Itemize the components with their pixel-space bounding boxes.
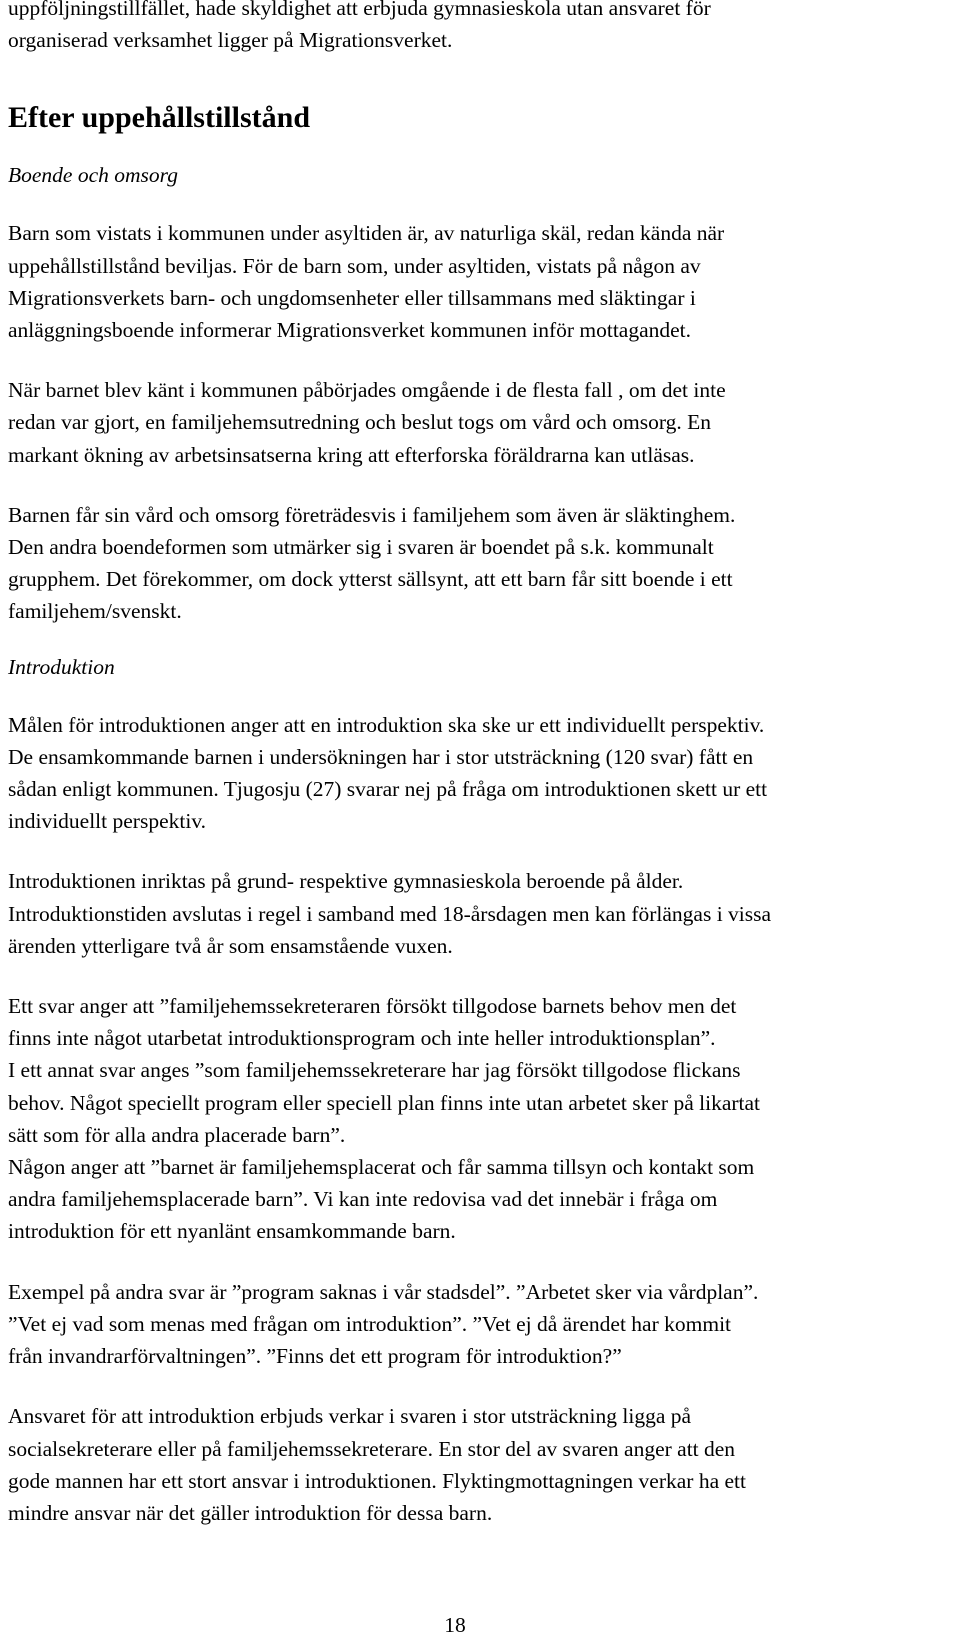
paragraph-1: [8, 217, 953, 346]
paragraph-4: [8, 709, 953, 838]
paragraph-7: [8, 1276, 953, 1373]
text-line: uppföljningstillfället, hade skyldighet att erbjuda gymnasieskola utan ansvaret för: [8, 0, 711, 20]
page-number: 18: [444, 1613, 466, 1637]
document-page: [8, 0, 953, 1529]
paragraph-8: [8, 1400, 953, 1529]
text-line: andra familjehemsplacerade barn”. Vi kan inte redovisa vad det innebär i fråga om: [8, 1187, 718, 1212]
text-line: Introduktionstiden avslutas i regel i samband med 18-årsdagen men kan förlängas i vissa: [8, 901, 772, 926]
text-line: markant ökning av arbetsinsatserna kring att efterforska föräldrarna kan utläsas.: [8, 442, 695, 467]
text-line: Målen för introduktionen anger att en introduktion ska ske ur ett individuellt perspektiv.: [8, 712, 765, 737]
text-line: Exempel på andra svar är ”program saknas i vår stadsdel”. ”Arbetet sker via vårdplan”.: [8, 1279, 759, 1304]
text-line: ärenden ytterligare två år som ensamstående vuxen.: [8, 933, 453, 958]
text-line: Ansvaret för att introduktion erbjuds verkar i svaren i stor utsträckning ligga på: [8, 1404, 692, 1429]
text-line: Den andra boendeformen som utmärker sig i svaren är boendet på s.k. kommunalt: [8, 535, 714, 560]
text-line: från invandrarförvaltningen”. ”Finns det ett program för introduktion?”: [8, 1344, 622, 1369]
text-line: behov. Något speciellt program eller speciell plan finns inte utan arbetet sker på likartat: [8, 1090, 761, 1115]
text-line: organiserad verksamhet ligger på Migrationsverket.: [8, 28, 453, 53]
intro-paragraph: [8, 0, 953, 56]
text-line: sätt som för alla andra placerade barn”.: [8, 1122, 346, 1147]
text-line: Någon anger att ”barnet är familjehemsplacerat och får samma tillsyn och kontakt som: [8, 1155, 755, 1180]
text-line: De ensamkommande barnen i undersökningen har i stor utsträckning (120 svar) fått en: [8, 744, 754, 769]
subheading-boende: Boende och omsorg: [8, 163, 178, 188]
text-line: Barn som vistats i kommunen under asyltiden är, av naturliga skäl, redan kända när: [8, 221, 725, 246]
section-heading: Efter uppehållstillstånd: [8, 101, 311, 135]
text-line: mindre ansvar när det gäller introduktion för dessa barn.: [8, 1500, 493, 1525]
text-line: I ett annat svar anges ”som familjehemssekreterare har jag försökt tillgodose flickans: [8, 1058, 741, 1083]
text-line: sådan enligt kommunen. Tjugosju (27) svarar nej på fråga om introduktionen skett ur ett: [8, 777, 768, 802]
text-line: finns inte något utarbetat introduktionsprogram och inte heller introduktionsplan”.: [8, 1026, 716, 1051]
text-line: ”Vet ej vad som menas med frågan om introduktion”. ”Vet ej då ärendet har kommit: [8, 1311, 732, 1336]
text-line: När barnet blev känt i kommunen påbörjades omgående i de flesta fall , om det inte: [8, 378, 726, 403]
text-line: Introduktionen inriktas på grund- respektive gymnasieskola beroende på ålder.: [8, 869, 684, 894]
text-line: Ett svar anger att ”familjehemssekreteraren försökt tillgodose barnets behov men det: [8, 994, 737, 1019]
text-line: socialsekreterare eller på familjehemssekreterare. En stor del av svaren anger att den: [8, 1436, 736, 1461]
text-line: introduktion för ett nyanlänt ensamkommande barn.: [8, 1219, 456, 1244]
paragraph-5: [8, 865, 953, 962]
paragraph-2: [8, 374, 953, 471]
subheading-introduktion: Introduktion: [8, 654, 115, 679]
text-line: grupphem. Det förekommer, om dock ytterst sällsynt, att ett barn får sitt boende i ett: [8, 567, 733, 592]
text-line: anläggningsboende informerar Migrationsverket kommunen inför mottagandet.: [8, 318, 692, 343]
paragraph-3: [8, 499, 953, 628]
paragraph-6: [8, 990, 953, 1248]
text-line: familjehem/svenskt.: [8, 599, 182, 624]
text-line: Barnen får sin vård och omsorg företrädesvis i familjehem som även är släktinghem.: [8, 502, 736, 527]
text-line: uppehållstillstånd beviljas. För de barn som, under asyltiden, vistats på någon av: [8, 253, 701, 278]
text-line: gode mannen har ett stort ansvar i introduktionen. Flyktingmottagningen verkar ha ett: [8, 1468, 746, 1493]
text-line: Migrationsverkets barn- och ungdomsenheter eller tillsammans med släktingar i: [8, 285, 696, 310]
text-line: redan var gjort, en familjehemsutredning och beslut togs om vård och omsorg. En: [8, 410, 711, 435]
text-line: individuellt perspektiv.: [8, 809, 207, 834]
